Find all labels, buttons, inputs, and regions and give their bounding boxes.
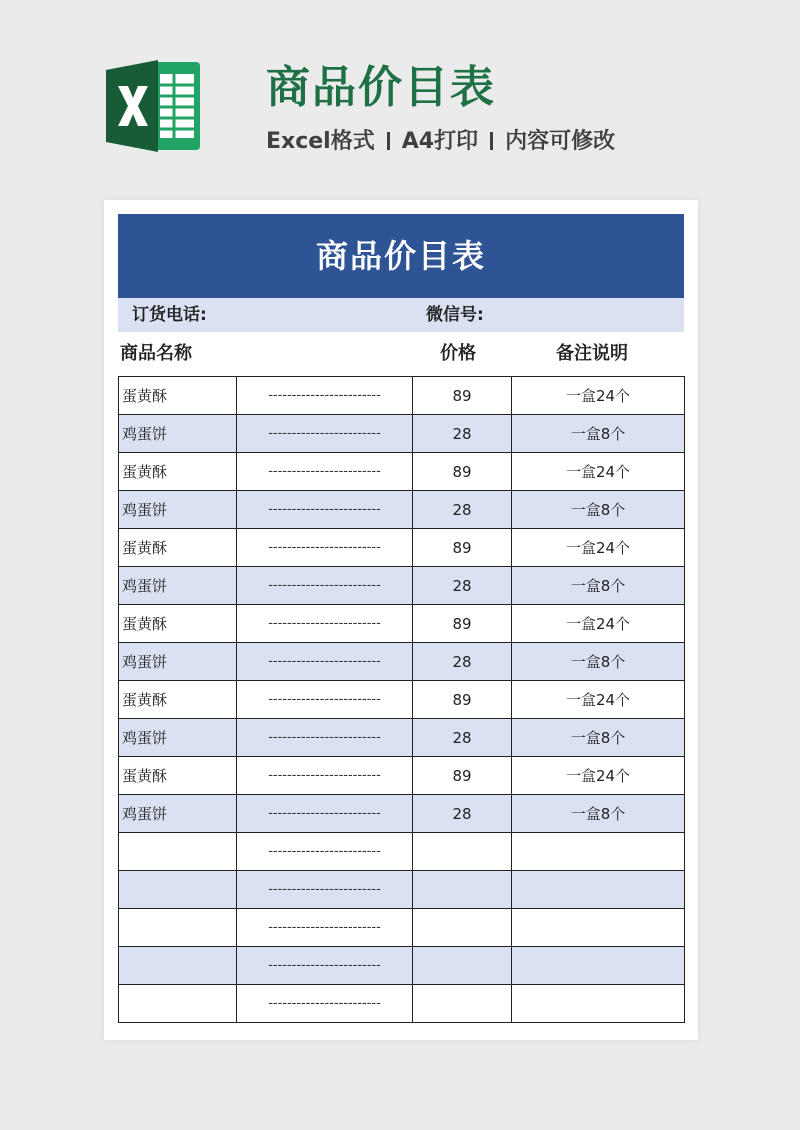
contact-row [118,298,684,332]
table-row [119,871,685,909]
cell-price[interactable]: 89 [413,681,512,719]
cell-description[interactable]: ------------------------ [237,377,413,415]
cell-description[interactable]: ------------------------ [237,833,413,871]
header-price: 价格 [440,343,476,364]
cell-name[interactable]: 鸡蛋饼 [119,491,237,529]
cell-price[interactable]: 28 [413,491,512,529]
cell-name[interactable] [119,947,237,985]
cell-description[interactable]: ------------------------ [237,453,413,491]
subtitle-editable: 内容可修改 [505,129,616,154]
cell-description[interactable]: ------------------------ [237,643,413,681]
cell-price[interactable] [413,871,512,909]
cell-description[interactable]: ------------------------ [237,909,413,947]
cell-name[interactable] [119,985,237,1023]
cell-price[interactable]: 89 [413,605,512,643]
price-sheet [104,200,698,1040]
cell-name[interactable]: 蛋黄酥 [119,681,237,719]
cell-name[interactable]: 鸡蛋饼 [119,415,237,453]
phone-label: 订货电话: [132,305,207,325]
cell-note[interactable]: 一盒8个 [512,491,685,529]
banner [0,0,800,200]
cell-name[interactable]: 蛋黄酥 [119,605,237,643]
cell-note[interactable]: 一盒8个 [512,415,685,453]
subtitle-format: Excel格式 [266,129,375,154]
cell-note[interactable]: 一盒8个 [512,795,685,833]
cell-name[interactable]: 鸡蛋饼 [119,719,237,757]
cell-price[interactable]: 28 [413,567,512,605]
cell-note[interactable]: 一盒24个 [512,529,685,567]
cell-name[interactable] [119,909,237,947]
cell-note[interactable]: 一盒24个 [512,757,685,795]
table-row [119,757,685,795]
banner-subtitle [266,126,615,158]
table-row [119,643,685,681]
cell-description[interactable]: ------------------------ [237,491,413,529]
cell-description[interactable]: ------------------------ [237,947,413,985]
banner-title: 商品价目表 [266,62,496,113]
cell-price[interactable] [413,833,512,871]
cell-description[interactable]: ------------------------ [237,871,413,909]
cell-price[interactable]: 89 [413,453,512,491]
sheet-title: 商品价目表 [118,214,684,298]
cell-price[interactable]: 28 [413,415,512,453]
cell-description[interactable]: ------------------------ [237,529,413,567]
cell-price[interactable]: 89 [413,529,512,567]
cell-price[interactable]: 28 [413,795,512,833]
table-row [119,529,685,567]
header-note: 备注说明 [556,343,628,364]
cell-name[interactable] [119,833,237,871]
subtitle-print: A4打印 [401,129,479,154]
cell-name[interactable] [119,871,237,909]
table-row [119,453,685,491]
price-table [118,376,685,1023]
cell-note[interactable]: 一盒24个 [512,605,685,643]
cell-note[interactable]: 一盒8个 [512,567,685,605]
cell-name[interactable]: 鸡蛋饼 [119,567,237,605]
cell-description[interactable]: ------------------------ [237,795,413,833]
cell-price[interactable] [413,985,512,1023]
cell-note[interactable] [512,947,685,985]
table-row [119,947,685,985]
table-row [119,719,685,757]
cell-note[interactable]: 一盒8个 [512,719,685,757]
cell-note[interactable]: 一盒24个 [512,377,685,415]
cell-description[interactable]: ------------------------ [237,681,413,719]
cell-description[interactable]: ------------------------ [237,757,413,795]
table-row [119,377,685,415]
cell-price[interactable] [413,909,512,947]
table-row [119,415,685,453]
header-name: 商品名称 [120,343,192,364]
cell-description[interactable]: ------------------------ [237,415,413,453]
cell-price[interactable] [413,947,512,985]
subtitle-separator [387,132,390,150]
cell-name[interactable]: 蛋黄酥 [119,377,237,415]
cell-name[interactable]: 蛋黄酥 [119,453,237,491]
table-row [119,795,685,833]
cell-price[interactable]: 28 [413,719,512,757]
cell-note[interactable] [512,833,685,871]
cell-description[interactable]: ------------------------ [237,567,413,605]
table-row [119,681,685,719]
cell-note[interactable]: 一盒8个 [512,643,685,681]
cell-note[interactable] [512,985,685,1023]
cell-description[interactable]: ------------------------ [237,985,413,1023]
table-row [119,985,685,1023]
wechat-label: 微信号: [426,305,484,325]
cell-name[interactable]: 鸡蛋饼 [119,643,237,681]
cell-price[interactable]: 89 [413,757,512,795]
subtitle-separator [490,132,493,150]
cell-description[interactable]: ------------------------ [237,605,413,643]
cell-note[interactable] [512,871,685,909]
table-row [119,605,685,643]
table-row [119,909,685,947]
cell-note[interactable]: 一盒24个 [512,681,685,719]
table-row [119,567,685,605]
cell-name[interactable]: 蛋黄酥 [119,757,237,795]
cell-name[interactable]: 蛋黄酥 [119,529,237,567]
cell-description[interactable]: ------------------------ [237,719,413,757]
excel-icon [104,56,204,156]
cell-price[interactable]: 89 [413,377,512,415]
cell-name[interactable]: 鸡蛋饼 [119,795,237,833]
table-row [119,491,685,529]
cell-note[interactable]: 一盒24个 [512,453,685,491]
table-row [119,833,685,871]
cell-price[interactable]: 28 [413,643,512,681]
cell-note[interactable] [512,909,685,947]
